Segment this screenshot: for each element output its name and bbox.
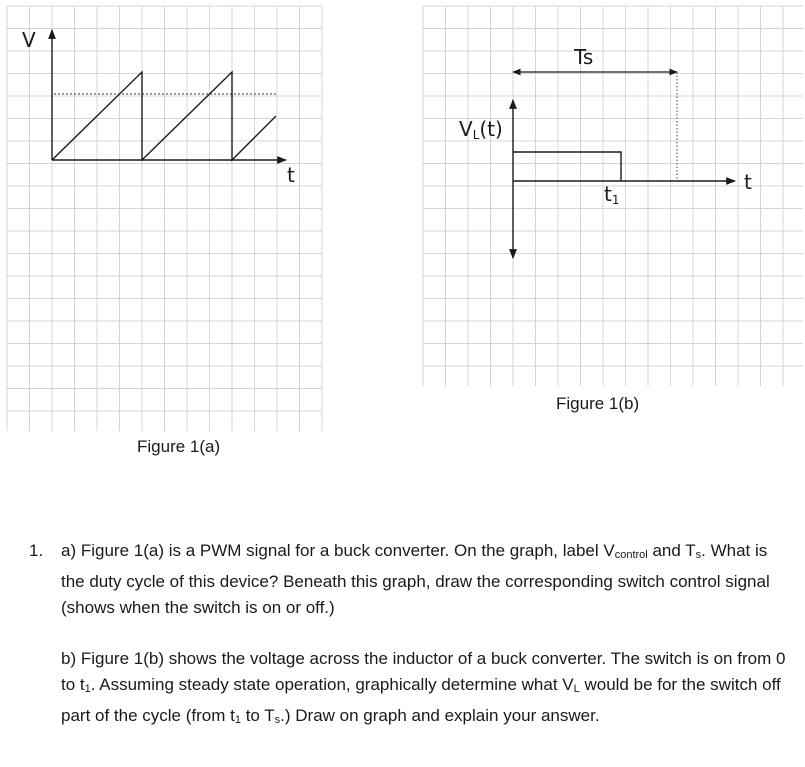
figure-a-caption: Figure 1(a) xyxy=(137,437,221,456)
question-part-b: b) Figure 1(b) shows the voltage across the inductor of a buck converter. The switch is on from 0 to t1. Assuming steady state operation, graphically determine what VL would be for the switch off part of the cycle (from t1 to Ts.) Draw on graph and explain your answer. xyxy=(61,648,786,726)
figure-b-x-label: t xyxy=(744,170,752,194)
figure-b-y-label: VL(t) xyxy=(459,117,503,142)
question-block xyxy=(29,538,789,733)
figure-b-caption: Figure 1(b) xyxy=(556,394,640,413)
figure-a-x-label: t xyxy=(287,163,295,187)
period-ts-label: Ts xyxy=(574,45,594,69)
figure-b xyxy=(459,45,752,258)
question-number: 1. xyxy=(29,541,44,560)
figure-a-y-label: V xyxy=(22,28,36,52)
t1-label: t1 xyxy=(604,182,620,207)
question-part-a: a) Figure 1(a) is a PWM signal for a buck converter. On the graph, label Vcontrol and Ts. What is the duty cycle of this device? Beneath this graph, draw the corresponding switch control signal (shows when the switch is on or off.) xyxy=(61,541,770,617)
inductor-voltage-pulse xyxy=(513,152,621,181)
figure-a-grid xyxy=(7,6,322,431)
